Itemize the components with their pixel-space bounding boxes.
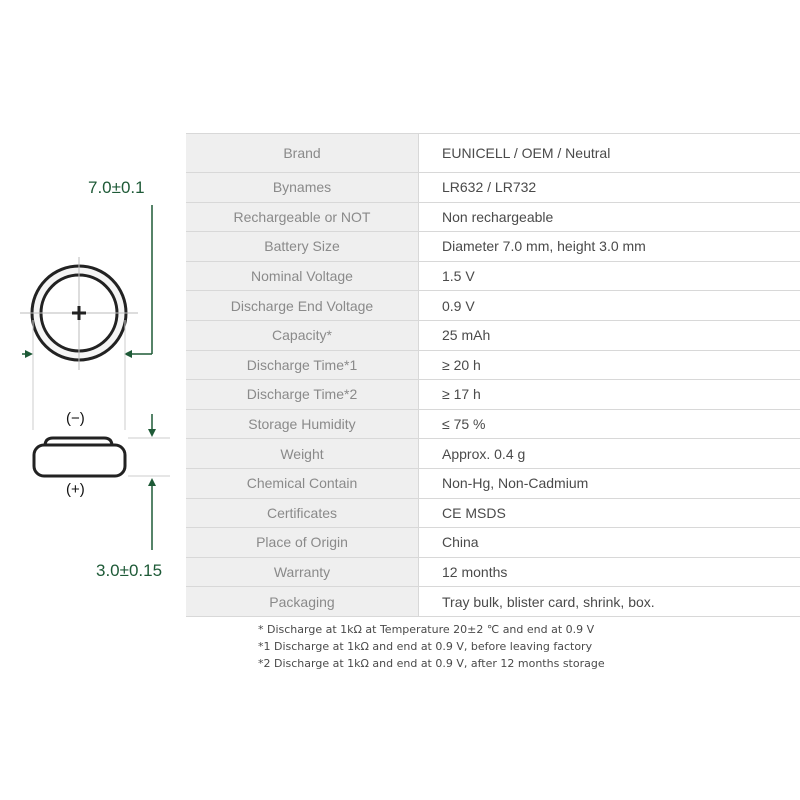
spec-value: 25 mAh	[419, 320, 800, 350]
table-row	[186, 232, 800, 262]
table-row	[186, 202, 800, 232]
spec-key: Discharge End Voltage	[186, 291, 419, 321]
footnote: * Discharge at 1kΩ at Temperature 20±2 ℃ and end at 0.9 V	[258, 623, 595, 636]
table-row	[186, 380, 800, 410]
spec-key: Nominal Voltage	[186, 261, 419, 291]
spec-key: Certificates	[186, 498, 419, 528]
spec-value: 0.9 V	[419, 291, 800, 321]
table-row	[186, 350, 800, 380]
spec-value: Non rechargeable	[419, 202, 800, 232]
battery-top-view	[20, 257, 138, 370]
spec-key: Battery Size	[186, 232, 419, 262]
footnote: *1 Discharge at 1kΩ and end at 0.9 V, before leaving factory	[258, 640, 593, 653]
spec-value: 12 months	[419, 557, 800, 587]
spec-value: 1.5 V	[419, 261, 800, 291]
table-row	[186, 320, 800, 350]
spec-key: Packaging	[186, 587, 419, 617]
spec-key: Discharge Time*2	[186, 380, 419, 410]
height-dimension-label: 3.0±0.15	[96, 561, 163, 580]
spec-value: EUNICELL / OEM / Neutral	[419, 134, 800, 173]
spec-key: Rechargeable or NOT	[186, 202, 419, 232]
table-row	[186, 261, 800, 291]
battery-drawing	[0, 0, 190, 800]
footnotes	[258, 621, 605, 672]
spec-value: Non-Hg, Non-Cadmium	[419, 468, 800, 498]
table-row	[186, 468, 800, 498]
positive-terminal-label: (+)	[66, 481, 85, 498]
battery-dimension-diagram	[0, 0, 190, 800]
spec-key: Warranty	[186, 557, 419, 587]
table-row	[186, 173, 800, 203]
spec-key: Weight	[186, 439, 419, 469]
spec-value: LR632 / LR732	[419, 173, 800, 203]
spec-key: Chemical Contain	[186, 468, 419, 498]
spec-key: Bynames	[186, 173, 419, 203]
table-row	[186, 557, 800, 587]
spec-key: Discharge Time*1	[186, 350, 419, 380]
table-row	[186, 409, 800, 439]
spec-key: Place of Origin	[186, 528, 419, 558]
spec-value: Diameter 7.0 mm, height 3.0 mm	[419, 232, 800, 262]
spec-value: Approx. 0.4 g	[419, 439, 800, 469]
table-row	[186, 498, 800, 528]
specification-table	[186, 133, 800, 617]
table-row	[186, 528, 800, 558]
spec-value: ≤ 75 %	[419, 409, 800, 439]
table-row	[186, 291, 800, 321]
spec-value: China	[419, 528, 800, 558]
table-row	[186, 134, 800, 173]
footnote: *2 Discharge at 1kΩ and end at 0.9 V, after 12 months storage	[258, 657, 605, 670]
spec-value: Tray bulk, blister card, shrink, box.	[419, 587, 800, 617]
table-row	[186, 439, 800, 469]
spec-key: Capacity*	[186, 320, 419, 350]
spec-key: Brand	[186, 134, 419, 173]
spec-key: Storage Humidity	[186, 409, 419, 439]
spec-value: ≥ 20 h	[419, 350, 800, 380]
spec-value: CE MSDS	[419, 498, 800, 528]
battery-side-view	[34, 438, 125, 476]
diameter-dimension-label: 7.0±0.1	[88, 178, 145, 197]
table-row	[186, 587, 800, 617]
height-dimension	[128, 414, 170, 550]
spec-value: ≥ 17 h	[419, 380, 800, 410]
negative-terminal-label: (−)	[66, 410, 85, 427]
